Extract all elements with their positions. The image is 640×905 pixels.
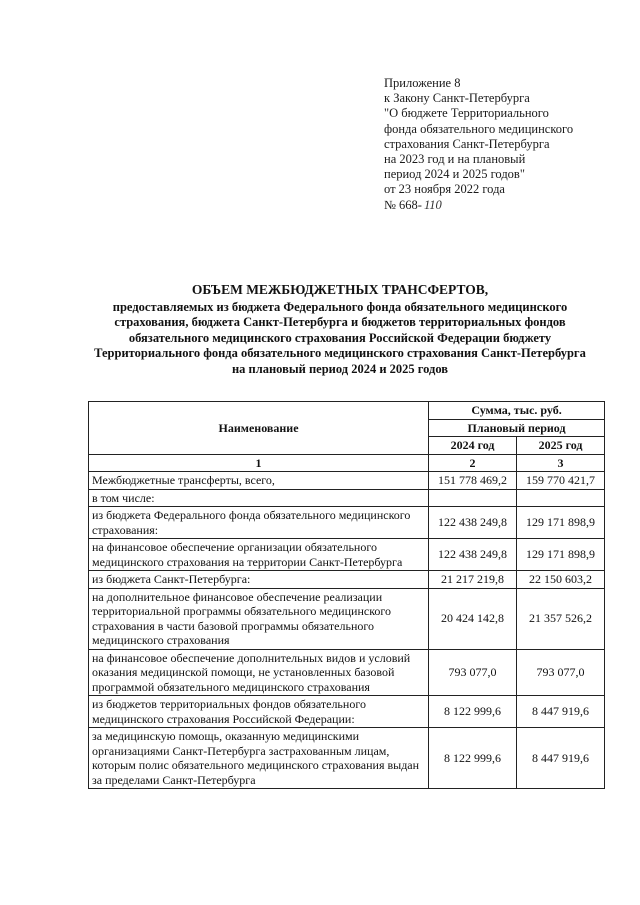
table-row — [89, 472, 605, 490]
row-value-2024: 8 122 999,6 — [429, 696, 517, 728]
row-value-2025: 793 077,0 — [517, 649, 605, 696]
transfers-table — [88, 401, 605, 789]
column-number: 2 — [429, 454, 517, 472]
row-name: на финансовое обеспечение организации обязательного медицинского страхования на территории Санкт-Петербурга — [89, 539, 429, 571]
appendix-line: фонда обязательного медицинского — [384, 121, 574, 136]
column-number: 3 — [517, 454, 605, 472]
appendix-line: к Закону Санкт-Петербурга — [384, 91, 530, 106]
document-subtitle-line: предоставляемых из бюджета Федерального фонда обязательного медицинского — [112, 299, 568, 314]
row-name: в том числе: — [89, 489, 429, 507]
document-subtitle-line: страхования, бюджета Санкт-Петербурга и бюджетов территориальных фондов — [114, 315, 566, 329]
appendix-block — [384, 76, 573, 213]
document-subtitle-line: обязательного медицинского страхования Российской Федерации бюджету — [128, 330, 552, 345]
appendix-line: Приложение 8 — [384, 76, 461, 90]
row-name: Межбюджетные трансферты, всего, — [89, 472, 429, 490]
column-number: 1 — [89, 454, 429, 472]
table-header-row — [89, 402, 605, 420]
row-value-2024: 122 438 249,8 — [429, 539, 517, 571]
row-value-2024: 122 438 249,8 — [429, 507, 517, 539]
header-sum: Сумма, тыс. руб. — [429, 402, 605, 420]
header-period: Плановый период — [429, 419, 605, 437]
appendix-line: на 2023 год и на плановый — [384, 152, 526, 167]
row-name: за медицинскую помощь, оказанную медицинскими организациями Санкт-Петербурга застрахованным лицам, которым полис обязательного медицинского страхования выдан за пределами Санкт-Петербурга — [89, 728, 429, 789]
row-value-2024 — [429, 489, 517, 507]
table-row — [89, 696, 605, 728]
table-row — [89, 489, 605, 507]
table-row — [89, 571, 605, 589]
row-value-2025: 22 150 603,2 — [517, 571, 605, 589]
header-year-2025: 2025 год — [517, 437, 605, 455]
row-name: из бюджета Федерального фонда обязательного медицинского страхования: — [89, 507, 429, 539]
header-name: Наименование — [89, 402, 429, 455]
document-title: ОБЪЕМ МЕЖБЮДЖЕТНЫХ ТРАНСФЕРТОВ, — [191, 282, 489, 297]
row-name: из бюджета Санкт-Петербурга: — [89, 571, 429, 589]
row-value-2025: 129 171 898,9 — [517, 539, 605, 571]
row-name: из бюджетов территориальных фондов обязательного медицинского страхования Российской Федерации: — [89, 696, 429, 728]
table-row — [89, 649, 605, 696]
row-value-2024: 793 077,0 — [429, 649, 517, 696]
appendix-line: страхования Санкт-Петербурга — [384, 136, 550, 151]
document-subtitle-line: Территориального фонда обязательного медицинского страхования Санкт-Петербурга — [94, 346, 586, 360]
law-number — [384, 198, 573, 213]
law-number-handwritten: 110 — [423, 197, 442, 212]
law-number-prefix: № 668- — [384, 197, 422, 212]
column-number-row — [89, 454, 605, 472]
row-name: на финансовое обеспечение дополнительных видов и условий оказания медицинской помощи, не установленных базовой программой обязательного медицинского страхования — [89, 649, 429, 696]
appendix-line: "О бюджете Территориального — [384, 106, 549, 121]
document-heading — [60, 282, 620, 377]
row-value-2025: 21 357 526,2 — [517, 588, 605, 649]
row-value-2025: 8 447 919,6 — [517, 728, 605, 789]
table-row — [89, 507, 605, 539]
table-row — [89, 728, 605, 789]
row-name: на дополнительное финансовое обеспечение реализации территориальной программы обязательного медицинского страхования в части базовой программы обязательного медицинского страхования — [89, 588, 429, 649]
row-value-2024: 151 778 469,2 — [429, 472, 517, 490]
document-subtitle-line: на плановый период 2024 и 2025 годов — [231, 361, 449, 376]
row-value-2025: 8 447 919,6 — [517, 696, 605, 728]
appendix-line: период 2024 и 2025 годов" — [384, 167, 525, 182]
row-value-2024: 21 217 219,8 — [429, 571, 517, 589]
row-value-2025: 129 171 898,9 — [517, 507, 605, 539]
table-row — [89, 539, 605, 571]
row-value-2025 — [517, 489, 605, 507]
header-year-2024: 2024 год — [429, 437, 517, 455]
row-value-2024: 8 122 999,6 — [429, 728, 517, 789]
row-value-2025: 159 770 421,7 — [517, 472, 605, 490]
appendix-line: от 23 ноября 2022 года — [384, 182, 505, 197]
table-row — [89, 588, 605, 649]
row-value-2024: 20 424 142,8 — [429, 588, 517, 649]
